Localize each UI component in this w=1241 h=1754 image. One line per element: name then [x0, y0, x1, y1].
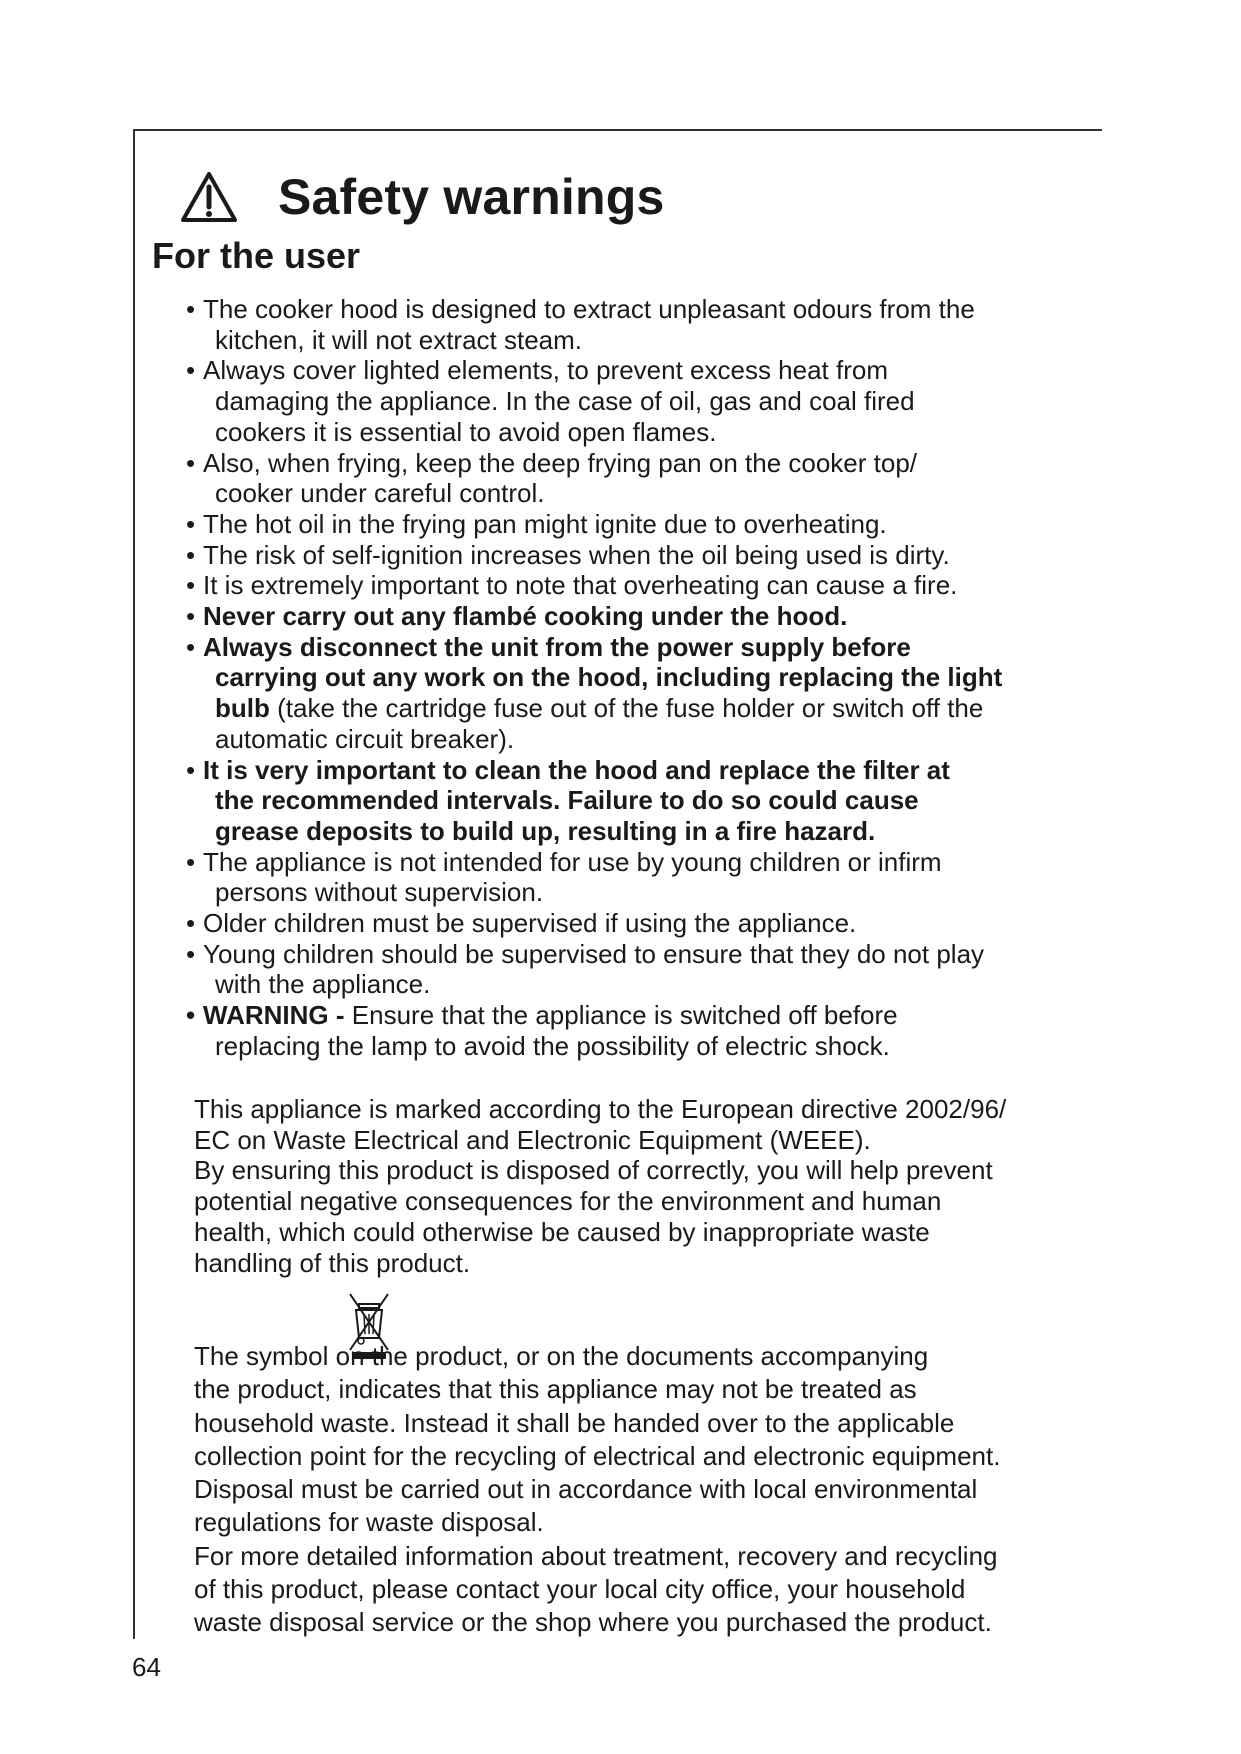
warnings-list — [186, 294, 1086, 1062]
top-rule — [133, 129, 1102, 131]
weee-paragraph: This appliance is marked according to the European directive 2002/96/ EC on Waste Electrical and Electronic Equipment (WEEE). By ensuring this product is disposed of correctly, you will help prevent potential negative consequences for the environment and human health, which could otherwise be caused by inappropriate waste handling of this product. — [194, 1094, 1007, 1278]
list-item: • Also, when frying, keep the deep frying pan on the cooker top/ cooker under careful control. — [186, 447, 918, 509]
list-item: • It is very important to clean the hood and replace the filter at the recommended intervals. Failure to do so could cause grease deposits to build up, resulting in a fire hazard. — [186, 754, 950, 846]
section-subtitle: For the user — [152, 235, 361, 276]
list-item: • Older children must be supervised if using the appliance. — [186, 908, 857, 939]
list-item: • WARNING - Ensure that the appliance is switched off before replacing the lamp to avoid the possibility of electric shock. — [186, 1000, 898, 1061]
list-item: • The hot oil in the frying pan might ignite due to overheating. — [186, 508, 887, 539]
title-row — [180, 162, 664, 232]
page-title: Safety warnings — [278, 169, 665, 225]
list-item: • It is extremely important to note that overheating can cause a fire. — [186, 570, 958, 601]
weee-symbol-paragraph: The symbol on the product, or on the documents accompanying the product, indicates that this appliance may not be treated as household waste. Instead it shall be handed over to the applicable collection point for the recycling of electrical and electronic equipment. Disposal must be carried out in accordance with local environmental regulations for waste disposal. For more detailed information about treatment, recovery and recycling of this product, please contact your local city office, your household waste disposal service or the shop where you purchased the product. — [194, 1341, 1001, 1638]
warning-triangle-icon — [180, 170, 238, 224]
page-number: 64 — [132, 1652, 161, 1682]
list-item: • The risk of self-ignition increases when the oil being used is dirty. — [186, 539, 950, 570]
list-item: • The cooker hood is designed to extract unpleasant odours from the kitchen, it will not extract steam. — [186, 294, 975, 355]
left-rule — [133, 129, 135, 1639]
list-item: • Never carry out any flambé cooking under the hood. — [186, 601, 848, 632]
list-item: • The appliance is not intended for use by young children or infirm persons without supervision. — [186, 846, 942, 908]
list-item: • Always cover lighted elements, to prevent excess heat from damaging the appliance. In the case of oil, gas and coal fired cookers it is essential to avoid open flames. — [186, 355, 915, 447]
list-item: • Young children should be supervised to ensure that they do not play with the appliance. — [186, 938, 985, 1000]
list-item: • Always disconnect the unit from the power supply before carrying out any work on the hood, including replacing the light bulb (take the cartridge fuse out of the fuse holder or switch off the automatic circuit breaker). — [186, 631, 1003, 754]
